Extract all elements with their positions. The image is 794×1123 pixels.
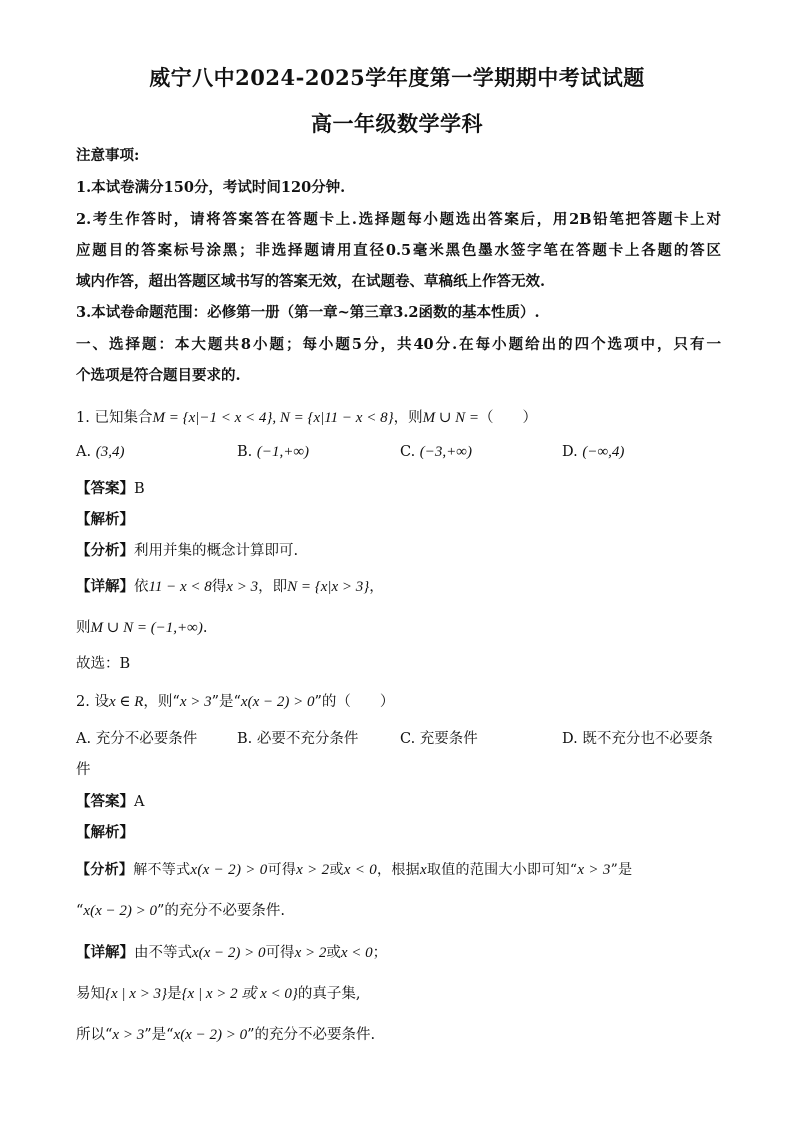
question-1-option-c: C. (−3,+∞) xyxy=(400,444,472,460)
question-2-fenxi-line-2: “x(x − 2) > 0”的充分不必要条件. xyxy=(76,903,286,919)
question-2-option-d-wrap: 件 xyxy=(76,762,91,778)
exam-subtitle: 高一年级数学学科 xyxy=(311,111,483,136)
question-2-stem: 2. 设x ∈ R，则“x > 3”是“x(x − 2) > 0”的（ ） xyxy=(76,694,395,710)
question-2-detail: 【详解】由不等式x(x − 2) > 0可得x > 2或x < 0； xyxy=(76,944,388,961)
question-1-analysis-tag: 【解析】 xyxy=(76,511,134,528)
question-2-option-d: D. 既不充分也不必要条 xyxy=(562,731,713,747)
question-1-option-d: D. (−∞,4) xyxy=(562,444,625,460)
question-1-answer: 【答案】B xyxy=(76,480,145,497)
notice-item-2-line-3: 域内作答，超出答题区域书写的答案无效，在试题卷、草稿纸上作答无效. xyxy=(76,273,546,290)
question-1-union-result: 则M ∪ N = (−1,+∞). xyxy=(76,620,208,636)
question-2-analysis-tag: 【解析】 xyxy=(76,824,134,841)
question-2-option-a: A. 充分不必要条件 xyxy=(76,731,198,747)
question-2-fenxi-line-1: 【分析】解不等式x(x − 2) > 0可得x > 2或x < 0，根据x取值的范围大小即可知“x > 3”是 xyxy=(76,862,633,878)
question-1-union: M ∪ N = xyxy=(422,410,480,426)
question-1-sets: M = {x|−1 < x < 4}, N = {x|11 − x < 8} xyxy=(152,410,394,426)
notice-heading: 注意事项: xyxy=(76,147,140,164)
question-1-stem: 1. 已知集合M = {x|−1 < x < 4}, N = {x|11 − x < 8}，则M ∪ N =（ ） xyxy=(76,410,538,426)
notice-item-3: 3.本试卷命题范围：必修第一册（第一章~第三章3.2函数的基本性质）. xyxy=(76,304,540,321)
exam-title: 威宁八中2024-2025学年度第一学期期中考试试题 xyxy=(149,65,645,90)
question-1-fenxi: 【分析】利用并集的概念计算即可. xyxy=(76,542,299,559)
question-2-option-b: B. 必要不充分条件 xyxy=(237,731,359,747)
question-1-option-a: A. (3,4) xyxy=(76,444,125,460)
notice-item-2-line-1: 2.考生作答时，请将答案答在答题卡上.选择题每小题选出答案后，用2B铅笔把答题卡上对 xyxy=(76,211,721,228)
question-2-conclusion: 所以“x > 3”是“x(x − 2) > 0”的充分不必要条件. xyxy=(76,1027,376,1043)
notice-item-1: 1.本试卷满分150分，考试时间120分钟. xyxy=(76,179,346,196)
section-1-line-2: 个选项是符合题目要求的. xyxy=(76,367,241,384)
question-1-option-b: B. (−1,+∞) xyxy=(237,444,310,460)
question-2-subset: 易知{x | x > 3}是{x | x > 2 或 x < 0}的真子集, xyxy=(76,986,361,1002)
notice-item-2-line-2: 应题目的答案标号涂黑；非选择题请用直径0.5毫米黑色墨水签字笔在答题卡上各题的答区 xyxy=(76,242,721,259)
question-2-answer: 【答案】A xyxy=(76,793,145,810)
section-1-line-1: 一、选择题：本大题共8小题；每小题5分，共40分.在每小题给出的四个选项中，只有一 xyxy=(76,336,721,353)
question-1-choice: 故选：B xyxy=(76,656,131,672)
question-2-option-c: C. 充要条件 xyxy=(400,731,478,747)
question-1-detail: 【详解】依11 − x < 8得x > 3，即N = {x|x > 3}， xyxy=(76,578,384,595)
